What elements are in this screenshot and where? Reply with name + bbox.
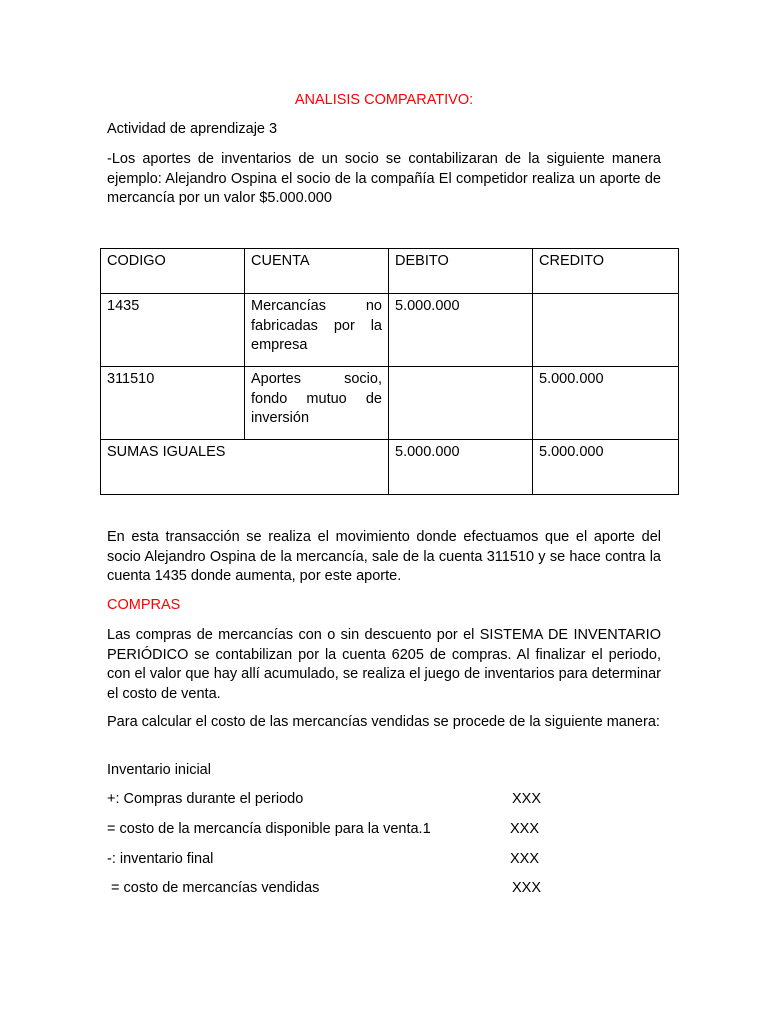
section-heading-compras: COMPRAS xyxy=(107,597,181,613)
table-row xyxy=(101,294,679,367)
intro-paragraph: -Los aportes de inventarios de un socio se contabilizaran de la siguiente manera ejemplo: Alejandro Ospina el socio de la compañía El competidor realiza un aporte de mercancía por un valor $5.000.000 xyxy=(107,151,661,206)
totals-debito: 5.000.000 xyxy=(389,440,533,495)
calc-line-disponible xyxy=(107,821,667,841)
calculation-intro: Para calcular el costo de las mercancías vendidas se procede de la siguiente manera: xyxy=(107,714,660,730)
cell-credito xyxy=(533,294,679,367)
calc-label: = costo de la mercancía disponible para la venta.1 xyxy=(107,821,431,837)
calc-line-costo-vendidas xyxy=(107,880,667,900)
cell-debito: 5.000.000 xyxy=(389,294,533,367)
calc-value: XXX xyxy=(512,880,542,896)
cell-credito: 5.000.000 xyxy=(533,367,679,440)
calc-value: XXX xyxy=(512,791,542,807)
calc-line-inventario-final xyxy=(107,851,667,871)
header-debito: DEBITO xyxy=(389,249,533,294)
explanation-paragraph: En esta transacción se realiza el movimiento donde efectuamos que el aporte del socio Alejandro Ospina de la mercancía, sale de la cuenta 311510 y se hace contra la cuenta 1435 donde aumenta, por este aporte. xyxy=(107,529,661,584)
cell-codigo: 1435 xyxy=(101,294,245,367)
activity-label: Actividad de aprendizaje 3 xyxy=(107,121,278,137)
cell-cuenta: Aportes socio, fondo mutuo de inversión xyxy=(245,367,389,440)
calc-line-inventario-inicial xyxy=(107,762,667,782)
journal-entry-table xyxy=(100,248,679,495)
cell-cuenta: Mercancías no fabricadas por la empresa xyxy=(245,294,389,367)
totals-credito: 5.000.000 xyxy=(533,440,679,495)
calc-line-compras xyxy=(107,791,667,811)
calc-label: -: inventario final xyxy=(107,851,214,867)
calc-label: = costo de mercancías vendidas xyxy=(107,880,320,896)
document-title: ANALISIS COMPARATIVO: xyxy=(294,92,474,108)
calc-value: XXX xyxy=(510,851,540,867)
calc-value: XXX xyxy=(510,821,540,837)
table-header-row xyxy=(101,249,679,294)
totals-label: SUMAS IGUALES xyxy=(101,440,389,495)
calc-label: +: Compras durante el periodo xyxy=(107,791,304,807)
cell-codigo: 311510 xyxy=(101,367,245,440)
cell-debito xyxy=(389,367,533,440)
table-row xyxy=(101,367,679,440)
calc-label: Inventario inicial xyxy=(107,762,211,778)
header-codigo: CODIGO xyxy=(101,249,245,294)
header-cuenta: CUENTA xyxy=(245,249,389,294)
totals-row xyxy=(101,440,679,495)
compras-paragraph: Las compras de mercancías con o sin descuento por el SISTEMA DE INVENTARIO PERIÓDICO se contabilizan por la cuenta 6205 de compras. Al finalizar el periodo, con el valor que hay allí acumulado, se realiza el juego de inventarios para determinar el costo de venta. xyxy=(107,627,661,702)
header-credito: CREDITO xyxy=(533,249,679,294)
